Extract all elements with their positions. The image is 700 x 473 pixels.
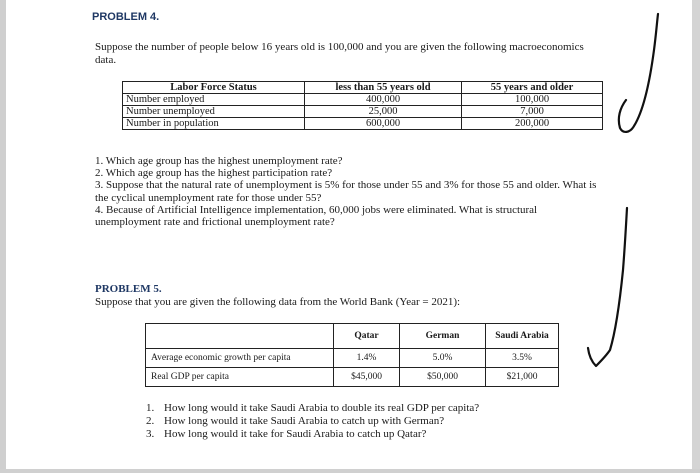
- table-cell: Number unemployed: [123, 106, 305, 118]
- table-cell: 200,000: [462, 118, 603, 130]
- table-cell: $50,000: [400, 368, 486, 387]
- table-cell: 1.4%: [334, 349, 400, 368]
- table-row: [123, 106, 603, 118]
- problem5-title: PROBLEM 5.: [95, 283, 162, 295]
- table-cell: 100,000: [462, 94, 603, 106]
- problem4-questions: [95, 155, 600, 228]
- table-header-row: [146, 324, 559, 349]
- handwritten-checkmark-icon: [619, 14, 658, 132]
- table-cell: 5.0%: [400, 349, 486, 368]
- table-row: [146, 368, 559, 387]
- question-item: 2. Which age group has the highest participation rate?: [95, 167, 333, 180]
- question-text: How long would it take for Saudi Arabia to catch up Qatar?: [164, 427, 427, 440]
- question-item: 4. Because of Artificial Intelligence implementation, 60,000 jobs were eliminated. What is structural unemployment rate and frictional unemployment rate?: [95, 203, 538, 229]
- photo-border-bottom: [0, 469, 700, 473]
- question-text: How long would it take Saudi Arabia to double its real GDP per capita?: [164, 402, 480, 414]
- table-header-cell: 55 years and older: [462, 82, 603, 94]
- table-header-cell: less than 55 years old: [305, 82, 462, 94]
- table-row: [123, 94, 603, 106]
- table-header-row: [123, 82, 603, 94]
- problem5-intro: Suppose that you are given the following data from the World Bank (Year = 2021):: [95, 296, 461, 308]
- question-number: 2.: [146, 414, 155, 427]
- table-cell: $21,000: [486, 368, 559, 387]
- table-cell: $45,000: [334, 368, 400, 387]
- table-cell: 7,000: [462, 106, 603, 118]
- question-item: [146, 402, 546, 415]
- table-cell: Number employed: [123, 94, 305, 106]
- table-header-cell: Qatar: [334, 324, 400, 349]
- question-number: 3.: [146, 427, 155, 440]
- problem4-intro: Suppose the number of people below 16 years old is 100,000 and you are given the following macroeconomics data.: [95, 41, 584, 66]
- labor-force-table: [122, 81, 603, 130]
- table-cell: 400,000: [305, 94, 462, 106]
- problem5-questions: [146, 402, 546, 440]
- table-cell: Number in population: [123, 118, 305, 130]
- table-cell: 600,000: [305, 118, 462, 130]
- table-header-cell: Labor Force Status: [123, 82, 305, 94]
- question-item: 1. Which age group has the highest unemployment rate?: [95, 155, 343, 167]
- problem4-title: PROBLEM 4.: [92, 11, 160, 23]
- question-text: How long would it take Saudi Arabia to catch up with German?: [164, 414, 445, 427]
- table-header-cell: Saudi Arabia: [486, 324, 559, 349]
- table-header-cell: German: [400, 324, 486, 349]
- question-item: [146, 415, 546, 428]
- table-row: [123, 118, 603, 130]
- table-cell: Real GDP per capita: [146, 368, 334, 387]
- table-header-cell: [146, 324, 334, 349]
- question-number: 1.: [146, 402, 155, 414]
- table-cell: Average economic growth per capita: [146, 349, 334, 368]
- photo-border-right: [692, 0, 700, 473]
- table-cell: 25,000: [305, 106, 462, 118]
- table-cell: 3.5%: [486, 349, 559, 368]
- question-item: 3. Suppose that the natural rate of unemployment is 5% for those under 55 and 3% for those 55 and older. What is the cyclical unemployment rate for those under 55?: [95, 179, 597, 204]
- table-row: [146, 349, 559, 368]
- question-item: [146, 428, 546, 441]
- photo-border-left: [0, 0, 6, 473]
- world-bank-table: [145, 323, 559, 387]
- handwritten-checkmark-icon: [588, 208, 627, 366]
